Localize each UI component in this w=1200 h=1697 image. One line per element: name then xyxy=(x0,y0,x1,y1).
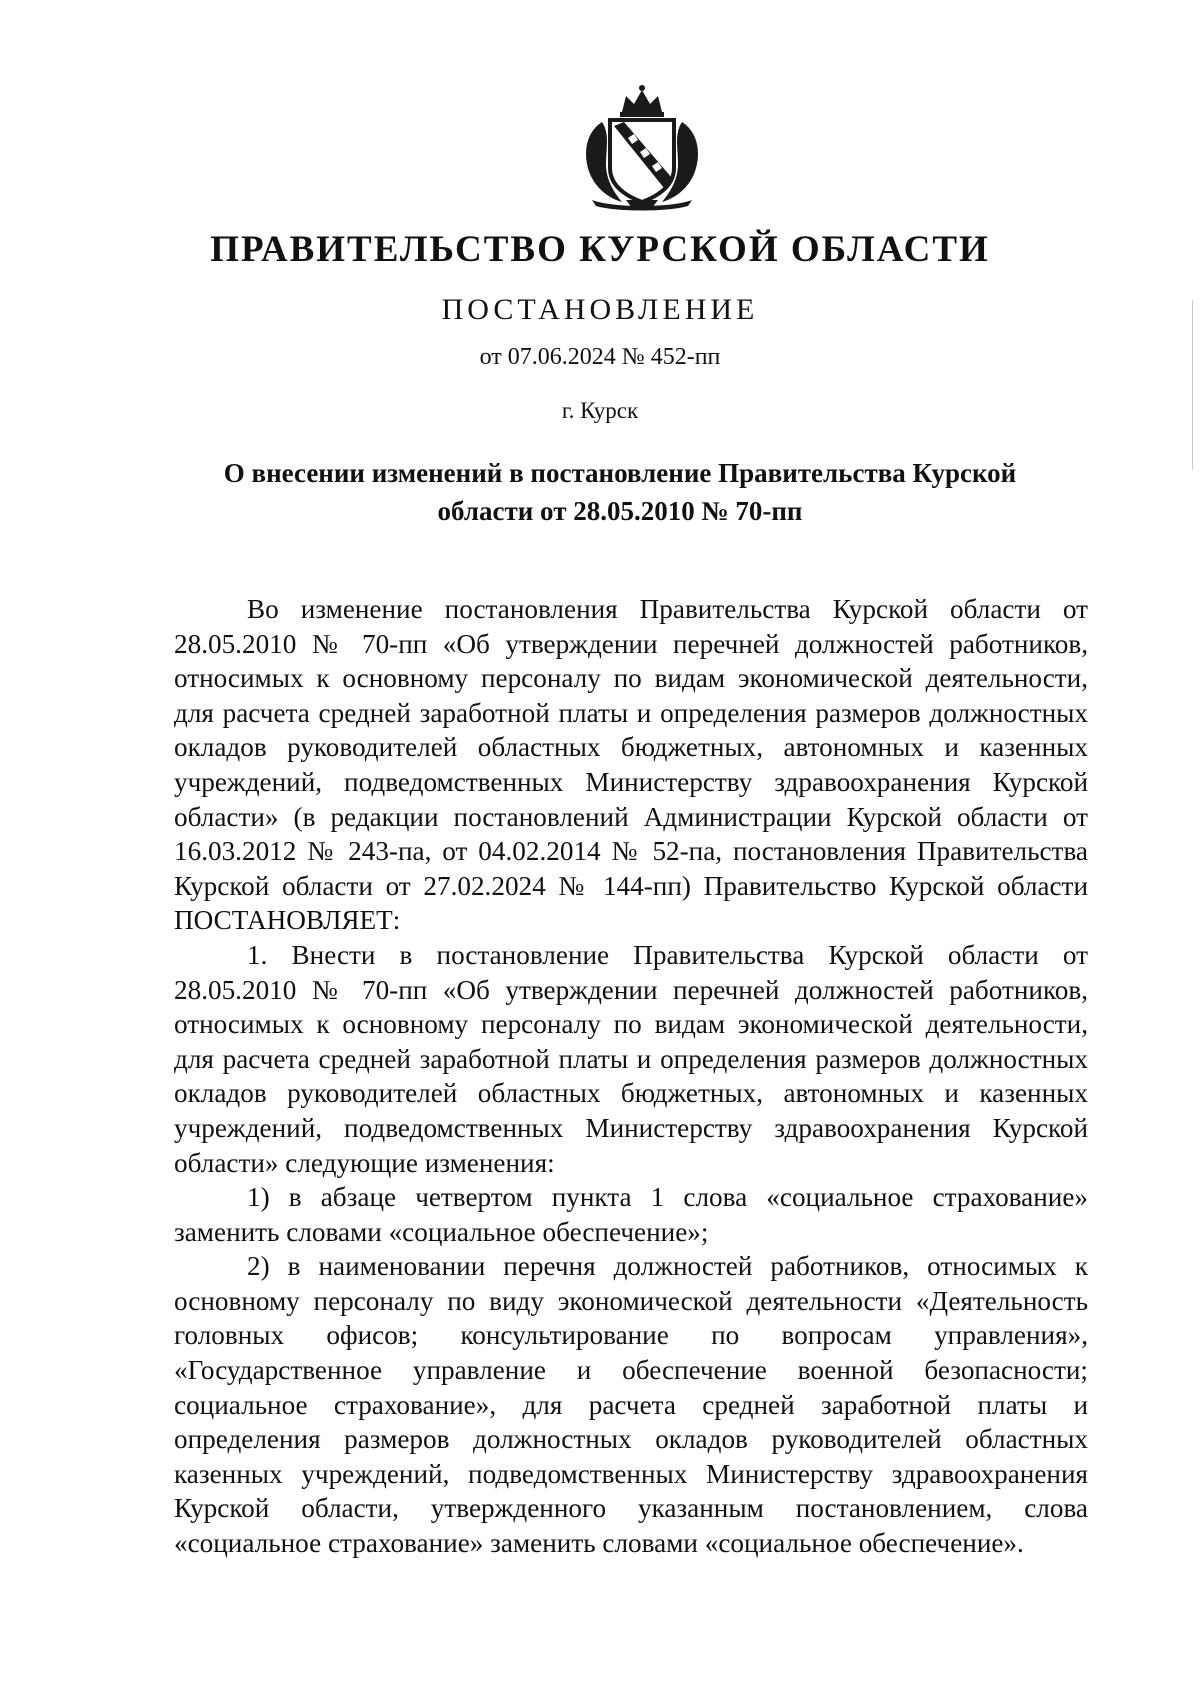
scan-edge-mark xyxy=(1192,300,1193,470)
subitem-1-paragraph: 1) в абзаце четвертом пункта 1 слова «социальное страхование» заменить словами «социальное обеспечение»; xyxy=(174,1182,1088,1247)
kursk-coat-of-arms-icon xyxy=(572,82,712,214)
subject-line-1: О внесении изменений в постановление Правительства Курской xyxy=(223,458,1017,488)
government-name: ПРАВИТЕЛЬСТВО КУРСКОЙ ОБЛАСТИ xyxy=(210,229,990,270)
item-1-paragraph: 1. Внести в постановление Правительства Курской области от 28.05.2010 № 70-пп «Об утверждении перечней должностей работников, относимых к основному персоналу по видам экономической деятельности, для расчета средней заработной платы и определения размеров должностных окладов руководителей областных бюджетных, автономных и казенных учреждений, подведомственных Министерству здравоохранения Курской области» следующие изменения: xyxy=(174,939,1088,1178)
preamble-paragraph: Во изменение постановления Правительства Курской области от 28.05.2010 № 70-пп «Об утверждении перечней должностей работников, относимых к основному персоналу по видам экономической деятельности, для расчета средней заработной платы и определения размеров должностных окладов руководителей областных бюджетных, автономных и казенных учреждений, подведомственных Министерству здравоохранения Курской области» (в редакции постановлений Администрации Курской области от 16.03.2012 № 243-па, от 04.02.2014 № 52-па, постановления Правительства Курской области от 27.02.2024 № 144-пп) Правительство Курской области ПОСТАНОВЛЯЕТ: xyxy=(174,594,1088,936)
document-date-number: от 07.06.2024 № 452-пп xyxy=(479,344,721,370)
document-type: ПОСТАНОВЛЕНИЕ xyxy=(441,293,759,326)
subitem-2-paragraph: 2) в наименовании перечня должностей работников, относимых к основному персоналу по виду экономической деятельности «Деятельность головных офисов; консультирование по вопросам управления», «Государственное управление и обеспечение военной безопасности; социальное страхование», для расчета средней заработной платы и определения размеров должностных окладов руководителей областных казенных учреждений, подведомственных Министерству здравоохранения Курской области, утвержденного указанным постановлением, слова «социальное страхование» заменить словами «социальное обеспечение». xyxy=(174,1251,1088,1559)
subject-line-2: области от 28.05.2010 № 70-пп xyxy=(437,496,803,526)
document-city: г. Курск xyxy=(561,398,639,423)
document-subject xyxy=(190,454,1050,530)
document-body xyxy=(174,592,1088,1561)
